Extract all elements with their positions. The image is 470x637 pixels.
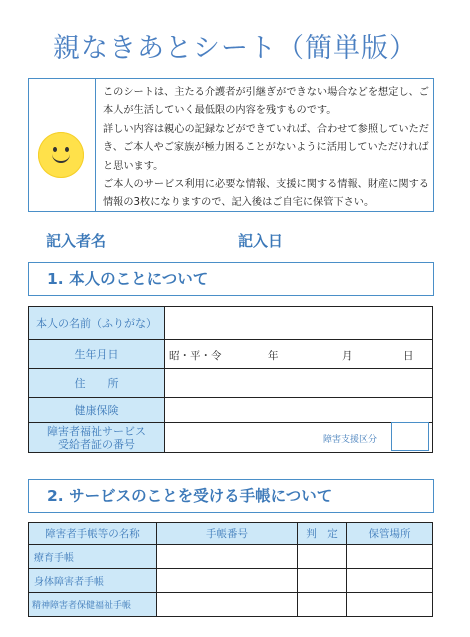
era-options: 昭・平・令 <box>169 350 222 362</box>
insurance-label: 健康保険 <box>29 398 165 423</box>
month-unit: 月 <box>342 350 353 362</box>
intro-paragraph: 詳しい内容は親心の記録などができていれば、合わせて参照していただき、ご本人やご家族が極力困ることがないように活用していただければと思います。 <box>103 123 429 172</box>
insurance-field[interactable] <box>165 398 433 423</box>
dob-field[interactable] <box>165 340 433 369</box>
support-level-label: 障害支援区分 <box>323 435 378 445</box>
section1-title: 1. 本人のことについて <box>28 262 434 296</box>
dob-label: 生年月日 <box>29 340 165 369</box>
address-field[interactable] <box>165 369 433 398</box>
intro-text <box>103 84 431 213</box>
cell-judgement[interactable] <box>298 569 347 593</box>
day-unit: 日 <box>403 350 414 362</box>
handbook-table <box>28 522 433 617</box>
row-label-physical: 身体障害者手帳 <box>29 569 157 593</box>
certificate-field[interactable] <box>165 423 433 453</box>
cell-judgement[interactable] <box>298 545 347 569</box>
header-handbook-number: 手帳番号 <box>157 523 298 545</box>
page-title: 親なきあとシート（簡単版） <box>53 33 417 64</box>
cell-number[interactable] <box>157 593 298 617</box>
intro-paragraph: このシートは、主たる介護者が引継ぎができない場合などを想定し、ご本人が生活していく最低限の内容を残すものです。 <box>103 87 429 117</box>
cell-storage[interactable] <box>347 545 433 569</box>
support-level-box[interactable] <box>391 422 429 451</box>
cell-number[interactable] <box>157 569 298 593</box>
cell-number[interactable] <box>157 545 298 569</box>
header-handbook-name: 障害者手帳等の名称 <box>29 523 157 545</box>
name-field[interactable] <box>165 307 433 340</box>
header-judgement: 判 定 <box>298 523 347 545</box>
cell-storage[interactable] <box>347 569 433 593</box>
certificate-label-line2: 受給者証の番号 <box>58 437 135 451</box>
intro-paragraph: ご本人のサービス利用に必要な情報、支援に関する情報、財産に関する情報の3枚になりますので、記入後はご自宅に保管下さい。 <box>103 179 429 209</box>
address-label: 住 所 <box>29 369 165 398</box>
certificate-label <box>29 423 165 453</box>
personal-info-table <box>28 306 433 453</box>
year-unit: 年 <box>268 350 279 362</box>
certificate-label-line1: 障害者福祉サービス <box>47 424 146 438</box>
header-storage: 保管場所 <box>347 523 433 545</box>
cell-storage[interactable] <box>347 593 433 617</box>
record-date-label: 記入日 <box>238 232 284 250</box>
section2-title: 2. サービスのことを受ける手帳について <box>28 479 434 513</box>
row-label-mental: 精神障害者保健福祉手帳 <box>29 593 157 617</box>
row-label-ryoiku: 療育手帳 <box>29 545 157 569</box>
name-label: 本人の名前（ふりがな） <box>29 307 165 340</box>
cell-judgement[interactable] <box>298 593 347 617</box>
recorder-name-label: 記入者名 <box>46 232 107 250</box>
smiley-face-icon <box>38 132 84 178</box>
